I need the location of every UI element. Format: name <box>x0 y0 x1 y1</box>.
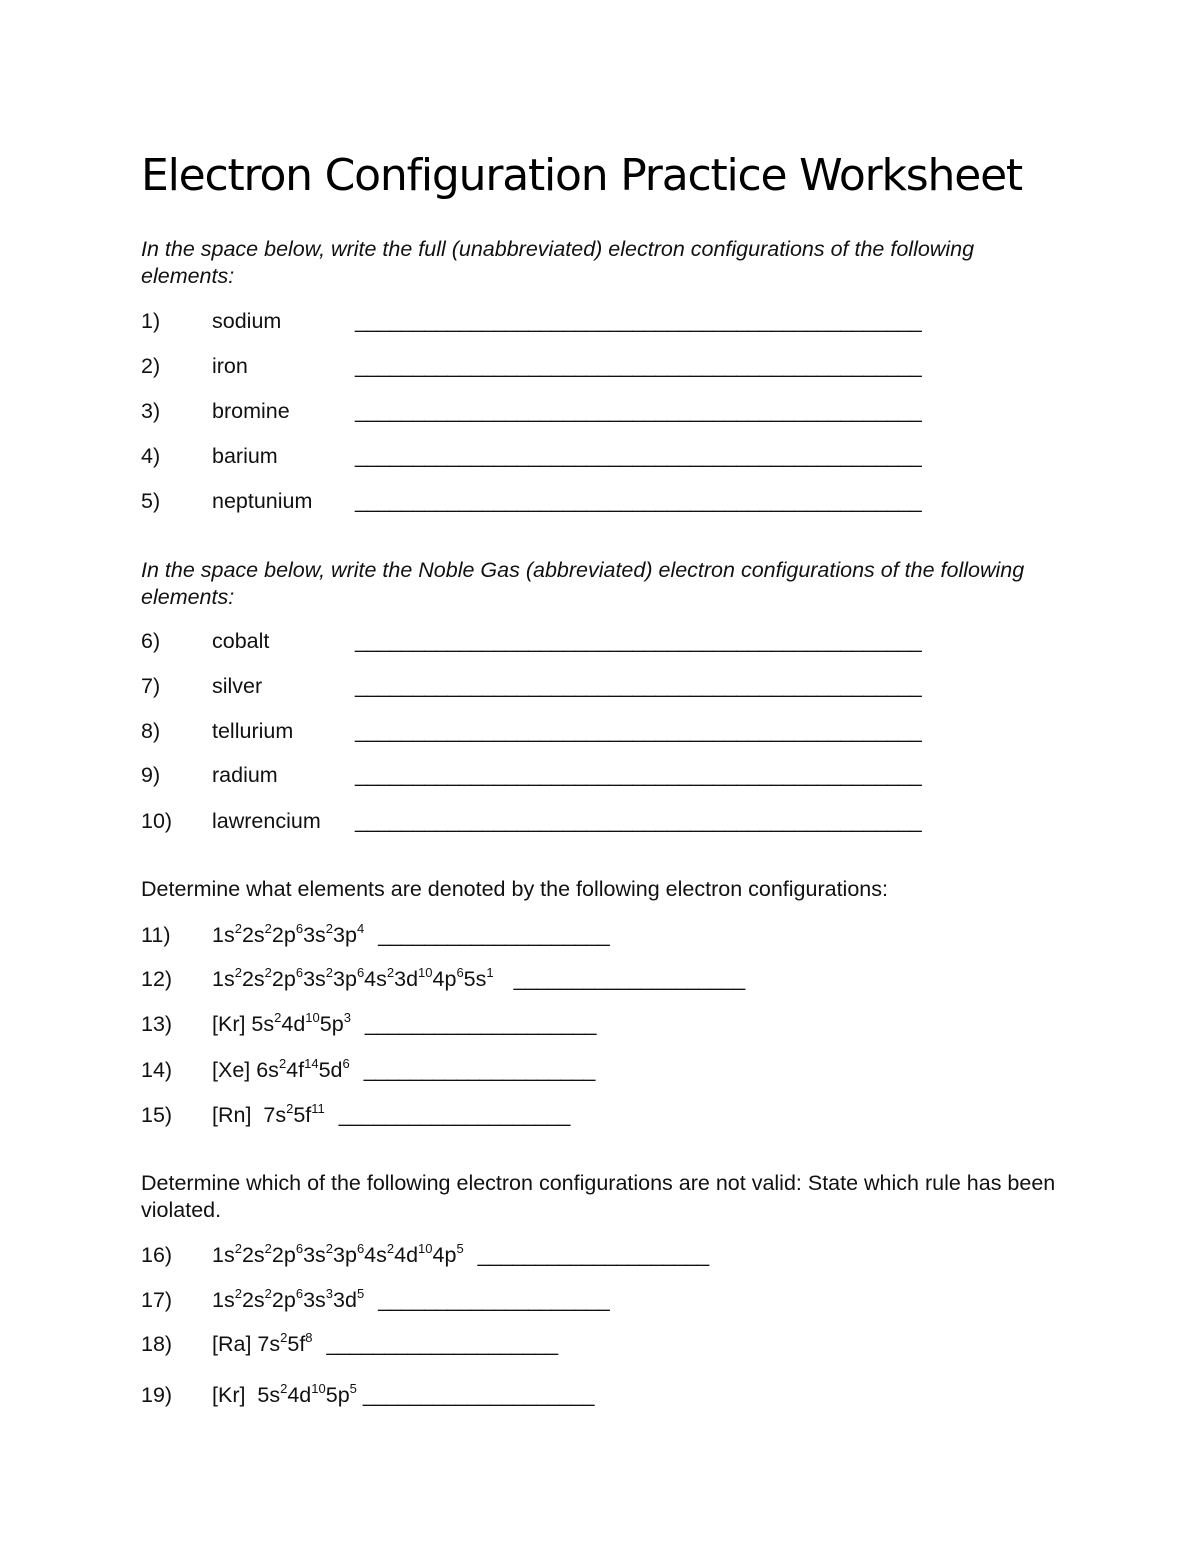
question-number: 5) <box>141 489 161 513</box>
answer-blank[interactable]: _________________________________________________ <box>355 719 922 743</box>
element-name: lawrencium <box>212 809 321 833</box>
config-line: [Xe] $6s^24f^{14}5d^6$ ____________________ <box>212 1056 595 1082</box>
element-name: tellurium <box>212 719 294 743</box>
page-title: Electron Configuration Practice Worksheet <box>141 150 1022 201</box>
section4-instruction: Determine which of the following electron configurations are not valid: State which rule has been violated. <box>141 1171 1056 1222</box>
answer-blank[interactable]: ____________________ <box>477 1243 709 1267</box>
answer-blank[interactable]: ____________________ <box>326 1332 558 1356</box>
question-number: 6) <box>141 629 161 653</box>
question-number: 12) <box>141 967 173 991</box>
answer-blank[interactable]: _________________________________________________ <box>355 399 922 423</box>
config-line: [Kr] $5s^24d^{10}5p^3$ ____________________ <box>212 1010 597 1036</box>
element-name: neptunium <box>212 489 313 513</box>
question-number: 15) <box>141 1103 173 1127</box>
answer-blank[interactable]: _________________________________________________ <box>355 763 922 787</box>
answer-blank[interactable]: ____________________ <box>364 1012 597 1036</box>
question-number: 7) <box>141 674 161 698</box>
question-number: 17) <box>141 1288 173 1312</box>
question-number: 13) <box>141 1012 173 1036</box>
question-number: 2) <box>141 354 161 378</box>
answer-blank[interactable]: ____________________ <box>513 967 745 991</box>
element-name: cobalt <box>212 629 270 653</box>
answer-blank[interactable]: ____________________ <box>362 1383 595 1407</box>
config-line: [Ra] $7s^25f^8$ ____________________ <box>212 1330 558 1356</box>
question-number: 3) <box>141 399 161 423</box>
answer-blank[interactable]: ____________________ <box>338 1103 570 1127</box>
question-number: 8) <box>141 719 161 743</box>
section2-instruction: In the space below, write the Noble Gas (abbreviated) electron configurations of the following elements: <box>141 558 1025 609</box>
config-line: [Kr] $5s^24d^{10}5p^5$ ____________________ <box>212 1381 595 1407</box>
answer-blank[interactable]: _________________________________________________ <box>355 489 922 513</box>
answer-blank[interactable]: ____________________ <box>378 1288 610 1312</box>
question-number: 1) <box>141 309 161 333</box>
config-line: $1s^22s^22p^63s^23p^64s^24d^{10}4p^5$ ____________________ <box>212 1241 709 1267</box>
element-name: bromine <box>212 399 290 423</box>
answer-blank[interactable]: _________________________________________________ <box>355 629 922 653</box>
answer-blank[interactable]: _________________________________________________ <box>355 309 922 333</box>
question-number: 16) <box>141 1243 173 1267</box>
section3-instruction: Determine what elements are denoted by the following electron configurations: <box>141 877 888 901</box>
answer-blank[interactable]: ____________________ <box>378 923 610 947</box>
element-name: barium <box>212 444 278 468</box>
element-name: radium <box>212 763 278 787</box>
element-name: sodium <box>212 309 282 333</box>
config-line: $1s^22s^22p^63s^23p^4$ ____________________ <box>212 921 610 947</box>
answer-blank[interactable]: _________________________________________________ <box>355 354 922 378</box>
config-line: $1s^22s^22p^63s^33d^5$ ____________________ <box>212 1286 610 1312</box>
element-name: iron <box>212 354 248 378</box>
question-number: 4) <box>141 444 161 468</box>
question-number: 14) <box>141 1058 173 1082</box>
section1-instruction: In the space below, write the full (unabbreviated) electron configurations of the following elements: <box>141 237 975 288</box>
question-number: 9) <box>141 763 161 787</box>
config-line: [Rn] $7s^25f^{11}$ ____________________ <box>212 1101 570 1127</box>
question-number: 11) <box>141 923 171 947</box>
answer-blank[interactable]: ____________________ <box>363 1058 595 1082</box>
question-number: 10) <box>141 809 173 833</box>
question-number: 18) <box>141 1332 173 1356</box>
answer-blank[interactable]: _________________________________________________ <box>355 444 922 468</box>
config-line: $1s^22s^22p^63s^23p^64s^23d^{10}4p^65s^1$ ____________________ <box>212 965 745 991</box>
question-number: 19) <box>141 1383 173 1407</box>
answer-blank[interactable]: _________________________________________________ <box>355 674 922 698</box>
answer-blank[interactable]: _________________________________________________ <box>355 809 922 833</box>
element-name: silver <box>212 674 263 698</box>
